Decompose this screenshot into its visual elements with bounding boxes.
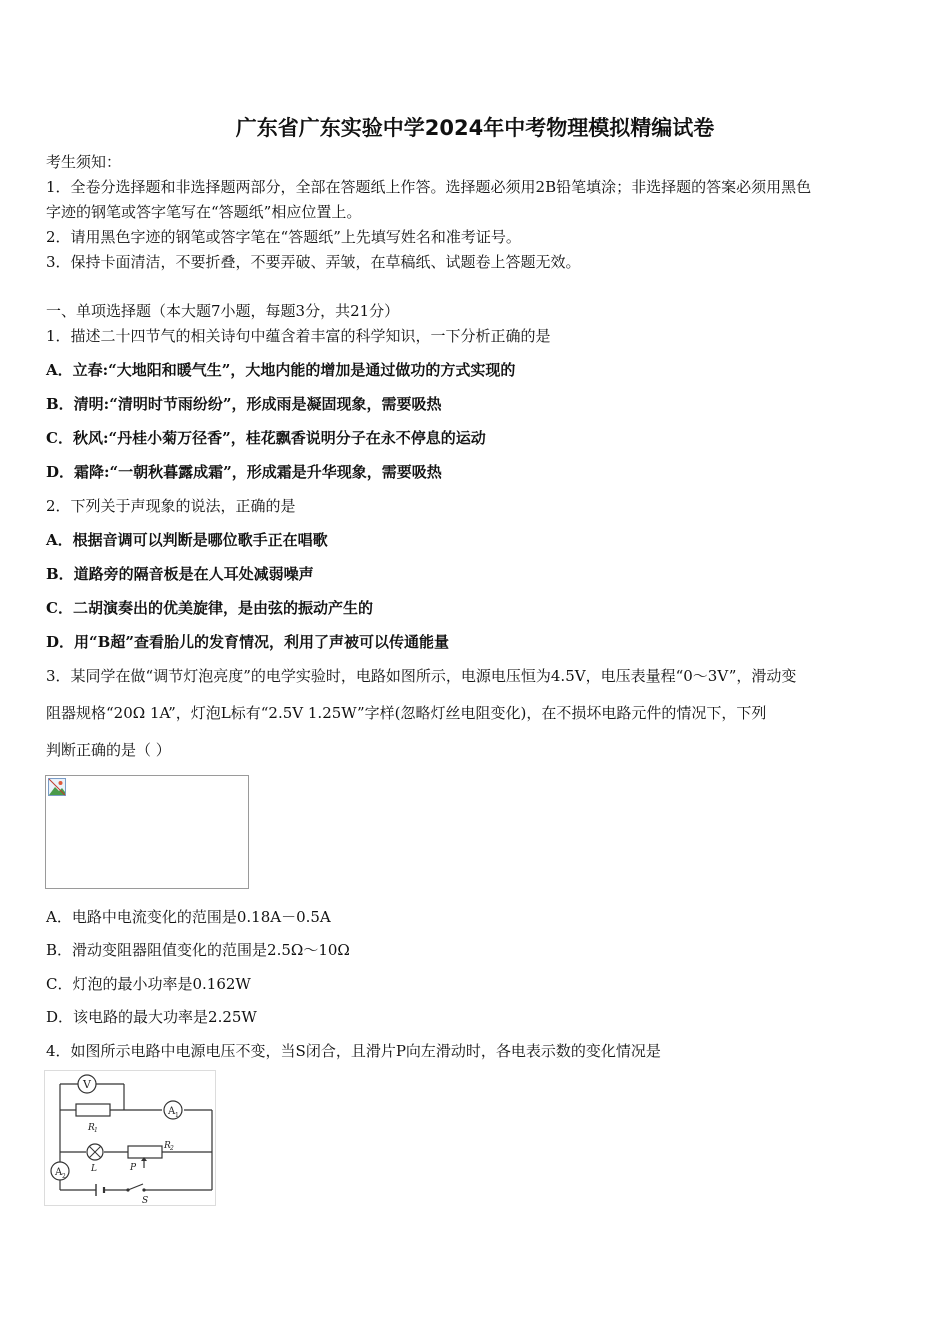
question-option: C．二胡演奏出的优美旋律，是由弦的振动产生的 [46, 599, 373, 617]
voltmeter-label: V [83, 1078, 91, 1091]
question-stem-line: 判断正确的是（ ） [46, 741, 171, 759]
question-stem: 4．如图所示电路中电源电压不变，当S闭合，且滑片P向左滑动时，各电表示数的变化情况是 [46, 1042, 661, 1060]
r2-label: R [164, 1141, 171, 1151]
notice-item: 2．请用黑色字迹的钢笔或答字笔在“答题纸”上先填写姓名和准考证号。 [46, 228, 521, 246]
question-option: B．清明:“清明时节雨纷纷”，形成雨是凝固现象，需要吸热 [46, 395, 442, 413]
r1-label: R [88, 1123, 95, 1133]
circuit-figure-placeholder [45, 775, 249, 889]
notice-item: 字迹的钢笔或答字笔写在“答题纸”相应位置上。 [46, 203, 362, 221]
notice-item: 1．全卷分选择题和非选择题两部分，全部在答题纸上作答。选择题必须用2B铅笔填涂；非选择题的答案必须用黑色 [46, 178, 812, 196]
question-option: B．滑动变阻器阻值变化的范围是2.5Ω～10Ω [46, 941, 350, 959]
question-stem-line: 阻器规格“20Ω 1A”，灯泡L标有“2.5V 1.25W”字样(忽略灯丝电阻变化)，在不损坏电路元件的情况下，下列 [46, 704, 767, 722]
ammeter-a2-label: A [55, 1167, 63, 1178]
slider-label: P [130, 1163, 137, 1173]
question-option: A．根据音调可以判断是哪位歌手正在唱歌 [46, 531, 328, 549]
question-option: C．灯泡的最小功率是0.162W [46, 975, 251, 993]
broken-image-icon [48, 778, 66, 796]
question-option: D．用“B超”查看胎儿的发育情况，利用了声被可以传通能量 [46, 633, 449, 651]
resistor-r2 [128, 1146, 162, 1158]
ammeter-a1-label: A [168, 1106, 176, 1117]
ammeter-a1-sub: 1 [175, 1112, 179, 1119]
r2-sub: 2 [170, 1145, 174, 1152]
r1-sub: 1 [94, 1127, 98, 1134]
question-option: D．霜降:“一朝秋暮露成霜”，形成霜是升华现象，需要吸热 [46, 463, 442, 481]
lamp-label: L [91, 1164, 97, 1174]
question-option: D．该电路的最大功率是2.25W [46, 1008, 257, 1026]
question-option: A．电路中电流变化的范围是0.18A－0.5A [46, 908, 331, 926]
resistor-r1 [76, 1104, 110, 1116]
question-option: A．立春:“大地阳和暖气生”，大地内能的增加是通过做功的方式实现的 [46, 361, 516, 379]
page-title: 广东省广东实验中学2024年中考物理模拟精编试卷 [235, 116, 715, 140]
question-option: C．秋风:“丹桂小菊万径香”，桂花飘香说明分子在永不停息的运动 [46, 429, 486, 447]
notice-heading: 考生须知： [46, 153, 122, 171]
circuit-diagram [44, 1070, 216, 1206]
switch-label: S [142, 1196, 149, 1206]
ammeter-a2-sub: 2 [62, 1173, 66, 1180]
question-stem: 2．下列关于声现象的说法，正确的是 [46, 497, 296, 515]
question-option: B．道路旁的隔音板是在人耳处减弱噪声 [46, 565, 314, 583]
question-stem: 1．描述二十四节气的相关诗句中蕴含着丰富的科学知识，一下分析正确的是 [46, 327, 551, 345]
question-stem-line: 3．某同学在做“调节灯泡亮度”的电学实验时，电路如图所示，电源电压恒为4.5V，电压表量程“0～3V”，滑动变 [46, 667, 797, 685]
notice-item: 3．保持卡面清洁，不要折叠，不要弄破、弄皱，在草稿纸、试题卷上答题无效。 [46, 253, 581, 271]
section-heading: 一、单项选择题（本大题7小题，每题3分，共21分） [46, 302, 400, 320]
